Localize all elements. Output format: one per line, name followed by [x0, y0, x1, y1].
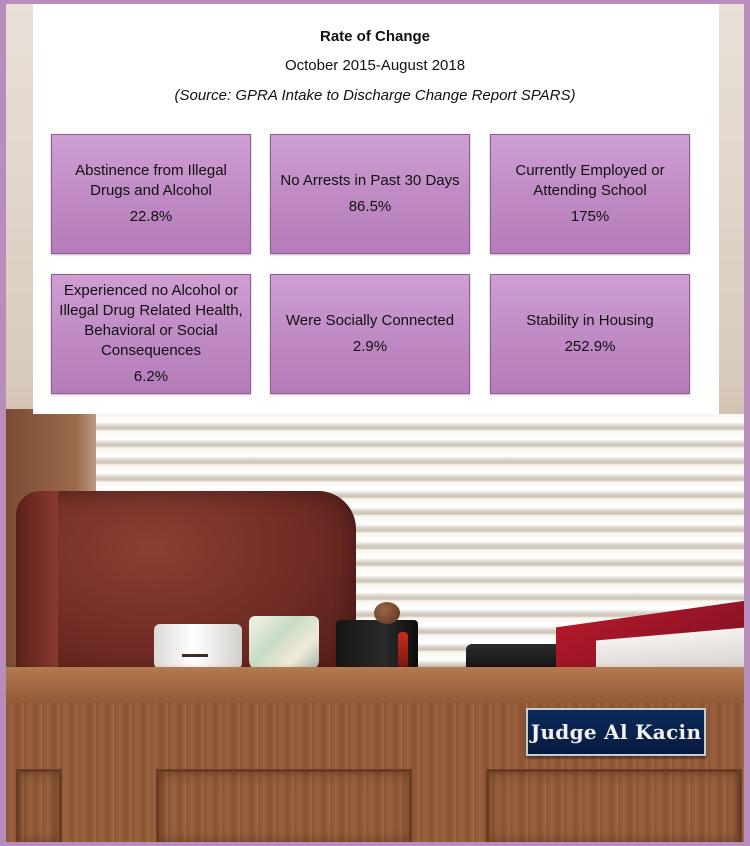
chair-arm: [16, 491, 58, 681]
pencil-cup: [249, 616, 319, 672]
nameplate-text: Judge Al Kacin: [530, 720, 702, 744]
metric-label: Abstinence from Illegal Drugs and Alcohol: [75, 162, 227, 199]
page-title: Rate of Change: [319, 28, 430, 45]
metric-label: Experienced no Alcohol or Illegal Drug Related Health, Behavioral or Social Consequences: [59, 282, 243, 359]
bench-panel: [16, 769, 62, 842]
metric-tile-employed: [490, 134, 690, 254]
source-note: (Source: GPRA Intake to Discharge Change Report SPARS): [174, 87, 576, 104]
scales-of-justice-icon: [182, 646, 208, 657]
metric-tile-no-consequences: [51, 274, 251, 394]
metric-tile-abstinence: [51, 134, 251, 254]
mug-stripe: [398, 632, 408, 668]
metric-label: Stability in Housing: [526, 312, 654, 329]
metric-tile-socially-connected: [270, 274, 470, 394]
judge-bench-top: [6, 667, 744, 703]
metric-tile-housing: [490, 274, 690, 394]
metric-tile-no-arrests: [270, 134, 470, 254]
nameplate: [526, 708, 706, 756]
metric-value: 86.5%: [348, 198, 392, 215]
metric-value: 22.8%: [129, 208, 173, 225]
bench-panel: [156, 769, 412, 842]
metric-value: 252.9%: [564, 338, 616, 355]
metric-label: No Arrests in Past 30 Days: [280, 172, 460, 189]
date-range: October 2015-August 2018: [284, 57, 466, 74]
metric-label: Currently Employed or Attending School: [515, 162, 665, 199]
gavel-icon: [374, 602, 400, 624]
bench-panel: [486, 769, 742, 842]
metric-value: 175%: [570, 208, 610, 225]
metric-label: Were Socially Connected: [285, 312, 455, 329]
metric-value: 6.2%: [133, 368, 169, 385]
metric-value: 2.9%: [352, 338, 388, 355]
